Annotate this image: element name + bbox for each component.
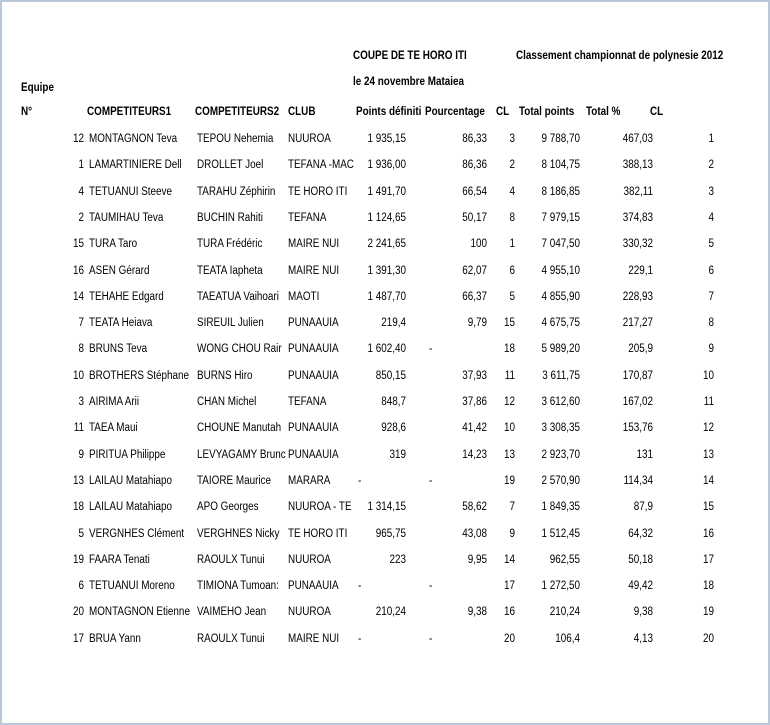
row-number: 19 [72, 553, 84, 566]
final-rank-cell: 18 [702, 580, 714, 593]
total-points-cell: 5 989,20 [541, 343, 580, 356]
total-percent-cell: 217,27 [622, 317, 653, 330]
competitor1-cell: LAILAU Matahiapo [89, 474, 173, 487]
points-cell: 319 [389, 448, 406, 461]
total-percent-cell: 229,1 [628, 264, 653, 277]
row-number: 14 [72, 290, 84, 303]
col-header-points: Points définiti [356, 106, 422, 118]
points-cell: 223 [389, 553, 406, 566]
final-rank-cell: 2 [708, 159, 714, 172]
event-title: COUPE DE TE HORO ITI [353, 50, 467, 62]
competitor2-cell: RAOULX Tunui [197, 553, 265, 566]
row-number: 2 [78, 211, 84, 224]
cl-cell: 20 [503, 632, 515, 645]
total-points-cell: 9 788,70 [541, 133, 580, 145]
cl-cell: 15 [503, 317, 515, 330]
row-number: 13 [72, 474, 84, 487]
cl-cell: 18 [503, 343, 515, 356]
competitor1-cell: TETUANUI Steeve [89, 185, 172, 198]
row-number: 8 [78, 343, 84, 356]
club-cell: MAIRE NUI [288, 632, 340, 645]
col-header-competitor2: COMPETITEURS2 [195, 106, 280, 118]
competitor1-cell: AIRIMA Arii [89, 396, 140, 408]
club-cell: PUNAAUIA [288, 343, 339, 356]
final-rank-cell: 19 [702, 606, 714, 619]
total-points-cell: 1 849,35 [541, 501, 580, 514]
competitor1-cell: FAARA Tenati [89, 553, 150, 566]
percent-cell: 86,36 [462, 159, 487, 172]
total-percent-cell: 131 [636, 448, 653, 461]
percent-cell: 37,93 [462, 369, 487, 382]
total-points-cell: 4 955,10 [541, 264, 580, 277]
final-rank-cell: 1 [708, 133, 714, 145]
competitor2-cell: LEVYAGAMY Brunc [197, 448, 286, 461]
competitor2-cell: TIMIONA Tumoan: [197, 580, 279, 593]
points-cell: - [358, 580, 362, 593]
col-header-percent: Pourcentage [425, 106, 485, 118]
row-number: 17 [72, 632, 84, 645]
final-rank-cell: 11 [703, 396, 714, 408]
points-cell: 210,24 [375, 606, 406, 619]
club-cell: TEFANA [288, 396, 327, 408]
competitor2-cell: TAEATUA Vaihoari [197, 290, 279, 303]
col-header-total-percent: Total % [586, 106, 621, 118]
percent-cell: 62,07 [462, 264, 487, 277]
competitor2-cell: TEATA Iapheta [197, 264, 263, 277]
competitor1-cell: LAILAU Matahiapo [89, 501, 173, 514]
total-points-cell: 2 570,90 [541, 474, 580, 487]
total-points-cell: 4 855,90 [541, 290, 580, 303]
total-percent-cell: 467,03 [622, 133, 653, 145]
points-cell: 1 602,40 [367, 343, 406, 356]
points-cell: 1 391,30 [367, 264, 406, 277]
final-rank-cell: 14 [702, 474, 714, 487]
ranking-title: Classement championnat de polynesie 2012 [516, 50, 724, 62]
competitor1-cell: LAMARTINIERE Dell [89, 159, 182, 172]
percent-cell: - [429, 580, 433, 593]
percent-cell: 43,08 [462, 527, 487, 540]
points-cell: 850,15 [375, 369, 406, 382]
cl-cell: 3 [509, 133, 515, 145]
total-percent-cell: 114,34 [623, 474, 653, 487]
total-percent-cell: 170,87 [622, 369, 653, 382]
percent-cell: 50,17 [462, 211, 487, 224]
competitor1-cell: MONTAGNON Etienne [89, 606, 190, 619]
points-cell: 219,4 [381, 317, 406, 330]
competitor1-cell: VERGNHES Clément [89, 527, 185, 540]
cl-cell: 11 [504, 369, 515, 382]
final-rank-cell: 10 [702, 369, 714, 382]
points-cell: 1 936,00 [367, 159, 406, 172]
row-number: 5 [78, 527, 84, 540]
total-points-cell: 2 923,70 [541, 448, 580, 461]
percent-cell: 9,95 [467, 553, 487, 566]
row-number: 10 [72, 369, 84, 382]
club-cell: PUNAAUIA [288, 580, 339, 593]
cl-cell: 2 [509, 159, 515, 172]
club-cell: TE HORO ITI [288, 185, 348, 198]
points-cell: 1 314,15 [367, 501, 406, 514]
final-rank-cell: 13 [702, 448, 714, 461]
row-number: 11 [73, 422, 84, 435]
competitor2-cell: CHAN Michel [197, 396, 257, 408]
total-points-cell: 1 512,45 [541, 527, 580, 540]
percent-cell: - [429, 343, 433, 356]
total-points-cell: 210,24 [549, 606, 580, 619]
competitor2-cell: VERGHNES Nicky [197, 527, 280, 540]
row-number: 20 [72, 606, 84, 619]
number-label: N° [21, 106, 33, 118]
competitor2-cell: TARAHU Zéphirin [197, 185, 276, 198]
total-points-cell: 962,55 [549, 553, 580, 566]
competitor2-cell: TURA Frédéric [197, 238, 263, 251]
competitor2-cell: TAIORE Maurice [197, 474, 272, 487]
competitor1-cell: TAEA Maui [89, 422, 138, 435]
percent-cell: 14,23 [462, 448, 487, 461]
total-points-cell: 3 612,60 [541, 396, 580, 408]
col-header-total-points: Total points [519, 106, 575, 118]
row-number: 15 [72, 238, 84, 251]
total-points-cell: 8 186,85 [541, 185, 580, 198]
club-cell: NUUROA [288, 133, 331, 145]
cl-cell: 4 [509, 185, 515, 198]
competitor1-cell: ASEN Gérard [89, 264, 150, 277]
row-number: 1 [78, 159, 84, 172]
cl-cell: 12 [503, 396, 515, 408]
row-number: 6 [78, 580, 84, 593]
total-points-cell: 4 675,75 [541, 317, 580, 330]
club-cell: PUNAAUIA [288, 422, 339, 435]
final-rank-cell: 17 [702, 553, 714, 566]
points-cell: 1 124,65 [367, 211, 406, 224]
total-points-cell: 8 104,75 [541, 159, 580, 172]
club-cell: MAIRE NUI [288, 238, 340, 251]
competitor1-cell: MONTAGNON Teva [89, 133, 178, 145]
total-points-cell: 106,4 [555, 632, 580, 645]
col-header-final-rank: CL [650, 106, 664, 118]
row-number: 18 [72, 501, 84, 514]
event-date-location: le 24 novembre Mataiea [353, 76, 465, 88]
final-rank-cell: 15 [702, 501, 714, 514]
club-cell: MARARA [288, 474, 331, 487]
cl-cell: 16 [503, 606, 515, 619]
row-number: 4 [78, 185, 84, 198]
club-cell: MAOTI [288, 290, 320, 303]
cl-cell: 17 [503, 580, 515, 593]
competitor1-cell: TEATA Heiava [89, 317, 153, 330]
total-percent-cell: 382,11 [623, 185, 653, 198]
points-cell: 848,7 [381, 396, 406, 408]
cl-cell: 14 [503, 553, 515, 566]
cl-cell: 7 [509, 501, 515, 514]
percent-cell: 66,37 [462, 290, 487, 303]
final-rank-cell: 5 [708, 238, 714, 251]
results-sheet [2, 2, 768, 723]
competitor1-cell: BROTHERS Stéphane [89, 369, 190, 382]
total-percent-cell: 9,38 [633, 606, 653, 619]
competitor2-cell: DROLLET Joel [197, 159, 264, 172]
total-percent-cell: 87,9 [633, 501, 653, 514]
percent-cell: 37,86 [462, 396, 487, 408]
cl-cell: 13 [503, 448, 515, 461]
competitor2-cell: TEPOU Nehemia [197, 133, 274, 145]
points-cell: 1 487,70 [367, 290, 406, 303]
competitor2-cell: BUCHIN Rahiti [197, 211, 263, 224]
final-rank-cell: 6 [708, 264, 714, 277]
club-cell: NUUROA - TE [288, 501, 352, 514]
row-number: 12 [72, 133, 84, 145]
final-rank-cell: 4 [708, 211, 714, 224]
final-rank-cell: 20 [702, 632, 714, 645]
row-number: 16 [72, 264, 84, 277]
total-points-cell: 7 979,15 [541, 211, 580, 224]
competitor1-cell: TEHAHE Edgard [89, 290, 164, 303]
total-percent-cell: 374,83 [622, 211, 653, 224]
final-rank-cell: 16 [702, 527, 714, 540]
competitor2-cell: BURNS Hiro [197, 369, 253, 382]
competitor2-cell: RAOULX Tunui [197, 632, 265, 645]
percent-cell: 58,62 [462, 501, 487, 514]
percent-cell: 9,38 [467, 606, 487, 619]
percent-cell: 100 [470, 238, 487, 251]
points-cell: 2 241,65 [367, 238, 406, 251]
total-percent-cell: 228,93 [622, 290, 653, 303]
total-points-cell: 3 611,75 [542, 369, 580, 382]
total-percent-cell: 330,32 [622, 238, 653, 251]
club-cell: TEFANA -MAC [288, 159, 354, 172]
percent-cell: 86,33 [462, 133, 487, 145]
final-rank-cell: 12 [702, 422, 714, 435]
cl-cell: 10 [503, 422, 515, 435]
col-header-competitor1: COMPETITEURS1 [87, 106, 172, 118]
competitor2-cell: APO Georges [197, 501, 259, 514]
points-cell: 928,6 [381, 422, 406, 435]
total-percent-cell: 153,76 [622, 422, 653, 435]
total-points-cell: 3 308,35 [541, 422, 580, 435]
percent-cell: 66,54 [462, 185, 487, 198]
total-percent-cell: 4,13 [633, 632, 653, 645]
percent-cell: - [429, 474, 433, 487]
competitor1-cell: PIRITUA Philippe [89, 448, 166, 461]
cl-cell: 5 [509, 290, 515, 303]
competitor2-cell: WONG CHOU Rair [197, 343, 282, 356]
points-cell: - [358, 632, 362, 645]
total-points-cell: 1 272,50 [541, 580, 580, 593]
percent-cell: 41,42 [462, 422, 487, 435]
total-points-cell: 7 047,50 [541, 238, 580, 251]
competitor2-cell: CHOUNE Manutah [197, 422, 282, 435]
total-percent-cell: 49,42 [628, 580, 653, 593]
points-cell: 965,75 [375, 527, 406, 540]
competitor1-cell: BRUNS Teva [89, 343, 148, 356]
total-percent-cell: 64,32 [628, 527, 653, 540]
final-rank-cell: 3 [708, 185, 714, 198]
col-header-club: CLUB [288, 106, 316, 118]
cl-cell: 9 [509, 527, 515, 540]
points-cell: 1 935,15 [367, 133, 406, 145]
percent-cell: 9,79 [467, 317, 487, 330]
total-percent-cell: 167,02 [622, 396, 653, 408]
total-percent-cell: 388,13 [622, 159, 653, 172]
points-cell: 1 491,70 [367, 185, 406, 198]
club-cell: PUNAAUIA [288, 369, 339, 382]
points-cell: - [358, 474, 362, 487]
competitor1-cell: BRUA Yann [89, 632, 141, 645]
club-cell: TE HORO ITI [288, 527, 348, 540]
row-number: 9 [78, 448, 84, 461]
cl-cell: 19 [503, 474, 515, 487]
competitor2-cell: SIREUIL Julien [197, 317, 264, 330]
total-percent-cell: 205,9 [628, 343, 653, 356]
row-number: 3 [78, 396, 84, 408]
club-cell: TEFANA [288, 211, 327, 224]
equipe-label: Equipe [21, 82, 54, 94]
cl-cell: 6 [509, 264, 515, 277]
competitor2-cell: VAIMEHO Jean [197, 606, 267, 619]
club-cell: PUNAAUIA [288, 317, 339, 330]
cl-cell: 1 [509, 238, 515, 251]
row-number: 7 [78, 317, 84, 330]
total-percent-cell: 50,18 [628, 553, 653, 566]
club-cell: NUUROA [288, 606, 331, 619]
percent-cell: - [429, 632, 433, 645]
cl-cell: 8 [509, 211, 515, 224]
club-cell: NUUROA [288, 553, 331, 566]
competitor1-cell: TETUANUI Moreno [89, 580, 175, 593]
final-rank-cell: 9 [708, 343, 714, 356]
col-header-cl: CL [496, 106, 510, 118]
final-rank-cell: 8 [708, 317, 714, 330]
final-rank-cell: 7 [708, 290, 714, 303]
club-cell: MAIRE NUI [288, 264, 340, 277]
competitor1-cell: TAUMIHAU Teva [89, 211, 164, 224]
competitor1-cell: TURA Taro [89, 238, 138, 251]
club-cell: PUNAAUIA [288, 448, 339, 461]
